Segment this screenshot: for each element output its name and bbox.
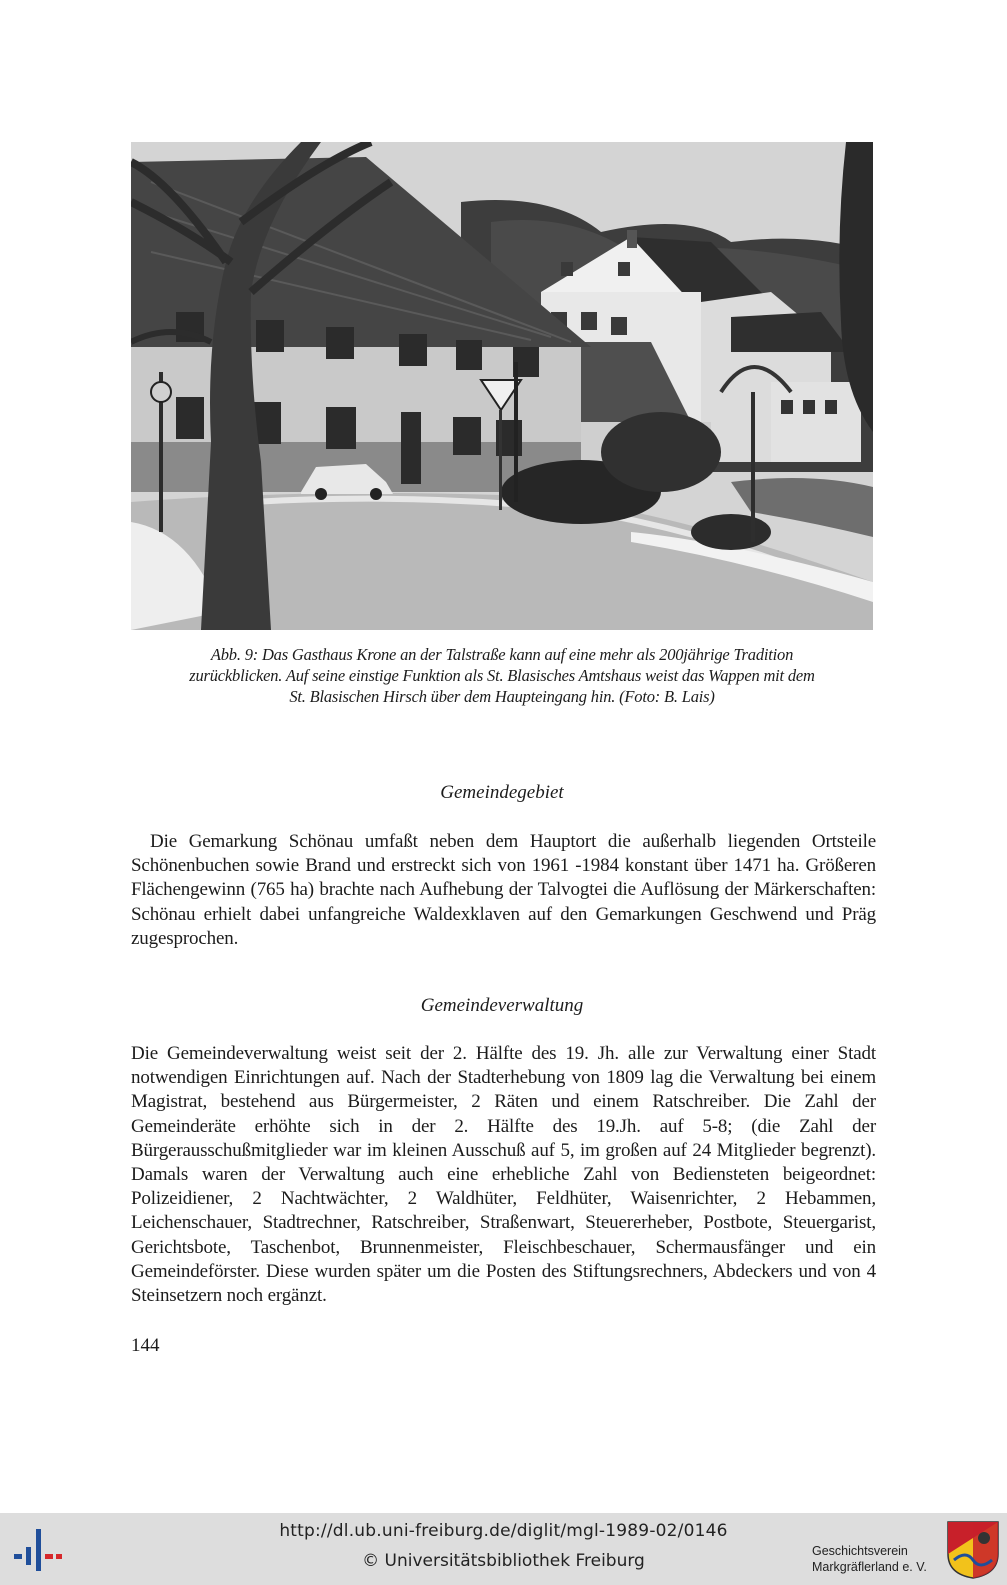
society-crest-icon <box>946 1520 1000 1580</box>
photo-illustration <box>131 142 873 630</box>
society-name <box>812 1543 927 1575</box>
figure-caption <box>131 644 873 707</box>
footer-url-link[interactable]: http://dl.ub.uni-freiburg.de/diglit/mgl-1989-02/0146 <box>279 1521 728 1541</box>
caption-line: Abb. 9: Das Gasthaus Krone an der Talstraße kann auf eine mehr als 200jährige Tradition <box>210 645 794 664</box>
footer-copyright: © Universitätsbibliothek Freiburg <box>362 1551 645 1571</box>
section-heading-gemeindeverwaltung: Gemeindeverwaltung <box>420 995 584 1016</box>
section-body-gemeindeverwaltung <box>131 1042 876 1308</box>
page-number: 144 <box>131 1335 160 1356</box>
photo-gasthaus-krone <box>131 142 873 630</box>
paragraph: Die Gemarkung Schönau umfaßt neben dem Hauptort die außerhalb liegenden Ortsteile Schönenbuchen sowie Brand und erstreckt sich von 1961 -1984 konstant über 1471 ha. Größeren Flächengewinn (765 ha) brachte nach Aufhebung der Talvogtei die Auflösung der Märkerschaften: Schönau erhielt dabei unfangreiche Waldexklaven auf den Gemarkungen Geschwend und Präg zugesprochen. <box>131 831 876 949</box>
caption-line: St. Blasischen Hirsch über dem Haupteingang hin. (Foto: B. Lais) <box>289 687 715 706</box>
section-body-gemeindegebiet <box>131 830 876 951</box>
society-line: Markgräflerland e. V. <box>812 1560 927 1574</box>
caption-line: zurückblicken. Auf seine einstige Funktion als St. Blasisches Amtshaus weist das Wappen mit dem <box>189 666 815 685</box>
footer-bar <box>0 1513 1007 1585</box>
society-line: Geschichtsverein <box>812 1544 908 1558</box>
section-heading-gemeindegebiet: Gemeindegebiet <box>440 782 564 803</box>
paragraph: Die Gemeindeverwaltung weist seit der 2. Hälfte des 19. Jh. alle zur Verwaltung einer Stadt notwendigen Einrichtungen auf. Nach der Stadterhebung von 1809 lag die Verwaltung bei einem Magistrat, bestehend aus Bürgermeister, 2 Räten und einem Ratschreiber. Die Zahl der Gemeinderäte erhöhte sich in der 2. Hälfte des 19.Jh. auf 5-8; (die Zahl der Bürgerausschußmitglieder war im kleinen Ausschuß auf 5, im großen auf 24 Mitglieder begrenzt). Damals waren der Verwaltung auch eine erhebliche Zahl von Bediensteten beigeordnet: Polizeidiener, 2 Nachtwächter, 2 Waldhüter, Feldhüter, Waisenrichter, 2 Hebammen, Leichenschauer, Stadtrechner, Ratschreiber, Straßenwart, Steuererheber, Postbote, Steuergarist, Gerichtsbote, Taschenbot, Brunnenmeister, Fleischbeschauer, Schermausfänger und ein Gemeindeförster. Diese wurden später um die Posten des Stiftungsrechners, Abdeckers und von 4 Steinsetzern noch ergänzt. <box>131 1043 876 1307</box>
